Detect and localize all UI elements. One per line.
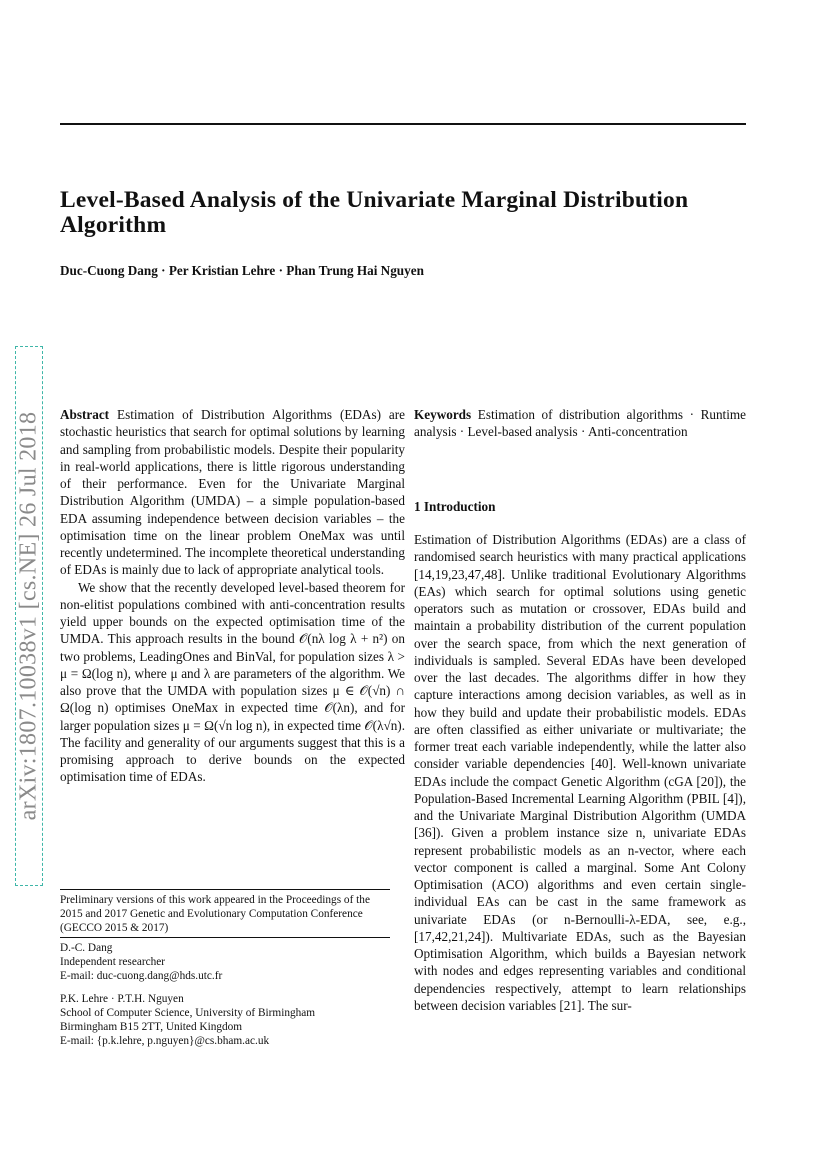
section-heading-introduction: 1 Introduction [414, 499, 496, 514]
lehre-nguyen-names: P.K. Lehre · P.T.H. Nguyen [60, 993, 184, 1005]
lehre-nguyen-email: E-mail: {p.k.lehre, p.nguyen}@cs.bham.ac.uk [60, 1035, 270, 1047]
lehre-nguyen-affiliation-2: Birmingham B15 2TT, United Kingdom [60, 1021, 243, 1033]
footnote-rule-2 [60, 937, 390, 938]
introduction-body [414, 531, 746, 1014]
abstract-paragraph-1 [60, 406, 405, 579]
arxiv-stamp [15, 346, 43, 886]
keywords-text: Estimation of distribution algorithms · Runtime analysis · Level-based analysis · Anti-concentration [414, 407, 747, 440]
abstract [60, 406, 405, 786]
paper-title: Level-Based Analysis of the Univariate Marginal Distribution Algorithm [60, 187, 689, 238]
keywords-heading: Keywords [414, 407, 472, 422]
arxiv-id: arXiv:1807.10038v1 [cs.NE] 26 Jul 2018 [15, 411, 42, 821]
introduction-text: Estimation of Distribution Algorithms (EDAs) are a class of randomised search heuristics with many practical applications [14,19,23,47,48]. Unlike traditional Evolutionary Algorithms (EAs) which search for optimal solutions using genetic operators such as mutation or crossover, EDAs build and maintain a probability distribution of the current population over the search space, from which the next generation of individuals is sampled. Several EDAs have been developed over the last decades. The algorithms differ in how they capture interactions among decision variables, as well as in how they build and update their probabilistic models. EDAs are often classified as either univariate or multivariate; the former treat each variable independently, while the latter also consider variable dependencies [40]. Well-known univariate EDAs include the compact Genetic Algorithm (cGA [20]), the Population-Based Incremental Learning Algorithm (PBIL [4]), and the Univariate Marginal Distribution Algorithm (UMDA [36]). Given a problem instance size n, univariate EDAs represent probabilistic models as an n-vector, where each vector component is called a marginal. Some Ant Colony Optimisation (ACO) algorithms and even certain single-individual EAs can be cast in the same framework as univariate EDAs (or n-Bernoulli-λ-EDA, see, e.g., [17,42,21,24]). Multivariate EDAs, such as the Bayesian Optimisation Algorithm, which builds a Bayesian network with nodes and edges representing variables and conditional dependencies respectively, attempt to learn relationships between decision variables [21]. The sur- [414, 532, 746, 1013]
lehre-nguyen-affiliation-1: School of Computer Science, University of Birmingham [60, 1007, 316, 1019]
abstract-heading: Abstract [60, 407, 110, 422]
footnote-preliminary: Preliminary versions of this work appeared in the Proceedings of the 2015 and 2017 Genetic and Evolutionary Computation Conference (GECCO 2015 & 2017) [60, 894, 370, 934]
dang-name: D.-C. Dang [60, 942, 113, 954]
abstract-text-1: Estimation of Distribution Algorithms (EDAs) are stochastic heuristics that search for optimal solutions by learning and sampling from probabilistic models. Despite their popularity in real-world applications, there is little rigorous understanding of their performance. Even for the Univariate Marginal Distribution Algorithm (UMDA) – a simple population-based EDA assuming independence between decision variables – the optimisation time on the linear problem OneMax was until recently undetermined. The incomplete theoretical understanding of EDAs is mainly due to lack of appropriate analytical tools. [60, 407, 405, 578]
header-rule [60, 123, 746, 125]
paper-authors: Duc-Cuong Dang · Per Kristian Lehre · Phan Trung Hai Nguyen [60, 263, 424, 278]
footnote-rule [60, 889, 390, 890]
keywords [414, 406, 746, 441]
dang-affiliation: Independent researcher [60, 956, 166, 968]
footnote-dang [60, 941, 390, 983]
footnote-lehre-nguyen [60, 992, 390, 1048]
abstract-paragraph-2: We show that the recently developed level-based theorem for non-elitist populations combined with anti-concentration results yield upper bounds on the expected optimisation time of the UMDA. This approach results in the bound 𝒪(nλ log λ + n²) on two problems, LeadingOnes and BinVal, for population sizes λ > μ = Ω(log n), where μ and λ are parameters of the algorithm. We also prove that the UMDA with population sizes μ ∈ 𝒪(√n) ∩ Ω(log n) optimises OneMax in expected time 𝒪(λn), and for larger population sizes μ = Ω(√n log n), in expected time 𝒪(λ√n). The facility and generality of our arguments suggest that this is a promising approach to derive bounds on the expected optimisation time of EDAs. [60, 579, 405, 785]
dang-email: E-mail: duc-cuong.dang@hds.utc.fr [60, 970, 223, 982]
